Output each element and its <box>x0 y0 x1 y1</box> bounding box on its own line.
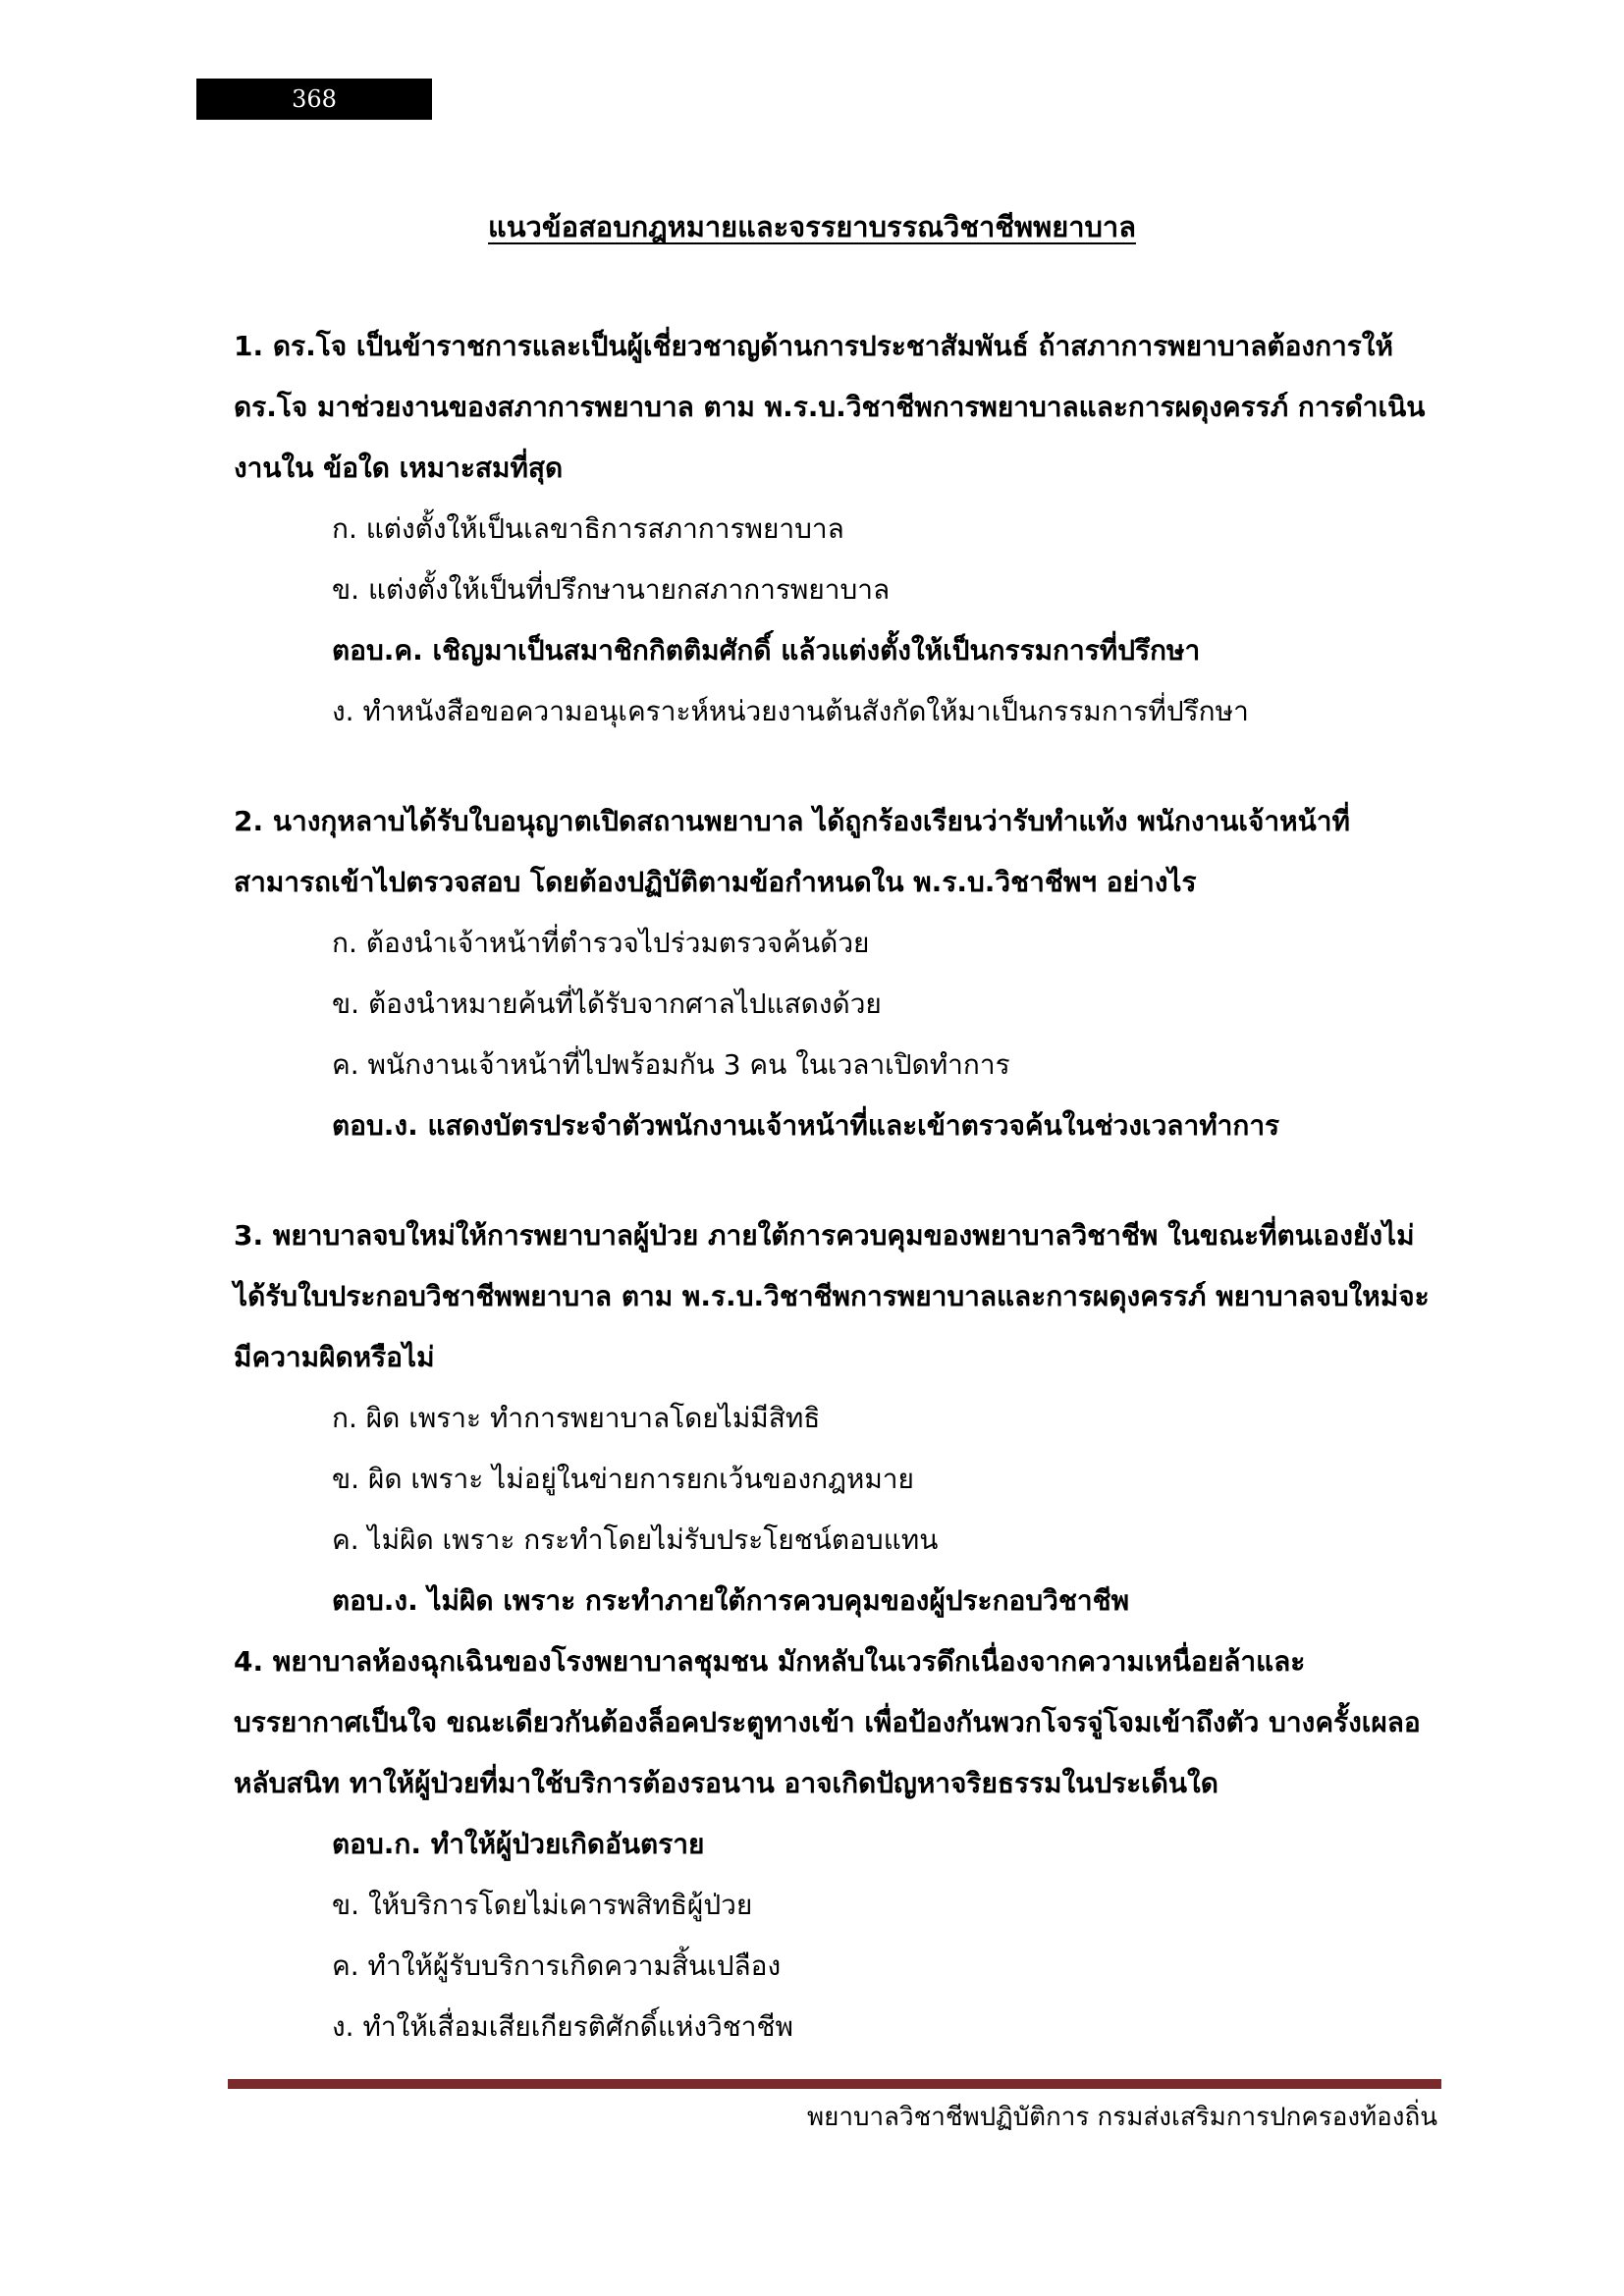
question-list <box>234 316 1432 2057</box>
question-text: 4. พยาบาลห้องฉุกเฉินของโรงพยาบาลชุมชน มักหลับในเวรดึกเนื่องจากความเหนื่อยล้าและบรรยากาศเป็นใจ ขณะเดียวกันต้องล็อคประตูทางเข้า เพื่อป้องกันพวกโจรจู่โจมเข้าถึงตัว บางครั้งเผลอหลับสนิท ทาให้ผู้ป่วยที่มาใช้บริการต้องรอนาน อาจเกิดปัญหาจริยธรรมในประเด็นใด <box>234 1645 1421 1799</box>
option: ก. ต้องนำเจ้าหน้าที่ตำรวจไปร่วมตรวจค้นด้วย <box>332 927 870 959</box>
option: ข. ต้องนำหมายค้นที่ได้รับจากศาลไปแสดงด้วย <box>332 988 882 1020</box>
option: ค. ไม่ผิด เพราะ กระทำโดยไม่รับประโยชน์ตอบแทน <box>332 1523 939 1556</box>
option: ค. พนักงานเจ้าหน้าที่ไปพร้อมกัน 3 คน ในเวลาเปิดทำการ <box>332 1048 1010 1081</box>
option: ข. แต่งตั้งให้เป็นที่ปรึกษานายกสภาการพยาบาล <box>332 573 891 606</box>
option: ก. แต่งตั้งให้เป็นเลขาธิการสภาการพยาบาล <box>332 512 844 545</box>
question-text: 2. นางกุหลาบได้รับใบอนุญาตเปิดสถานพยาบาล ได้ถูกร้องเรียนว่ารับทำแท้ง พนักงานเจ้าหน้าที่สามารถเข้าไปตรวจสอบ โดยต้องปฏิบัติตามข้อกำหนดใน พ.ร.บ.วิชาชีพฯ อย่างไร <box>234 805 1350 898</box>
document-title: แนวข้อสอบกฎหมายและจรรยาบรรณวิชาชีพพยาบาล <box>488 210 1136 243</box>
question-3 <box>234 1205 1432 1631</box>
option: ก. ผิด เพราะ ทำการพยาบาลโดยไม่มีสิทธิ <box>332 1402 821 1434</box>
footer-divider <box>228 2079 1441 2089</box>
answer-option: ตอบ.ค. เชิญมาเป็นสมาชิกกิตติมศักดิ์ แล้วแต่งตั้งให้เป็นกรรมการที่ปรึกษา <box>332 634 1201 667</box>
option: ง. ทำให้เสื่อมเสียเกียรติศักดิ์แห่งวิชาชีพ <box>332 2010 793 2043</box>
question-4 <box>234 1631 1432 2057</box>
question-1 <box>234 316 1432 742</box>
answer-option: ตอบ.ก. ทำให้ผู้ป่วยเกิดอันตราย <box>332 1828 705 1860</box>
question-text: 3. พยาบาลจบใหม่ให้การพยาบาลผู้ป่วย ภายใต้การควบคุมของพยาบาลวิชาชีพ ในขณะที่ตนเองยังไม่ได้รับใบประกอบวิชาชีพพยาบาล ตาม พ.ร.บ.วิชาชีพการพยาบาลและการผดุงครรภ์ พยาบาลจบใหม่จะมีความผิดหรือไม่ <box>234 1219 1430 1373</box>
footer-text: พยาบาลวิชาชีพปฏิบัติการ กรมส่งเสริมการปกครองท้องถิ่น <box>806 2103 1437 2132</box>
page-number: 368 <box>196 79 432 120</box>
option: ค. ทำให้ผู้รับบริการเกิดความสิ้นเปลือง <box>332 1949 782 1982</box>
answer-option: ตอบ.ง. ไม่ผิด เพราะ กระทำภายใต้การควบคุมของผู้ประกอบวิชาชีพ <box>332 1584 1130 1617</box>
question-text: 1. ดร.โจ เป็นข้าราชการและเป็นผู้เชี่ยวชาญด้านการประชาสัมพันธ์ ถ้าสภาการพยาบาลต้องการให้ ดร.โจ มาช่วยงานของสภาการพยาบาล ตาม พ.ร.บ.วิชาชีพการพยาบาลและการผดุงครรภ์ การดำเนินงานใน ข้อใด เหมาะสมที่สุด <box>234 330 1426 484</box>
option: ข. ให้บริการโดยไม่เคารพสิทธิผู้ป่วย <box>332 1889 753 1921</box>
option: ข. ผิด เพราะ ไม่อยู่ในข่ายการยกเว้นของกฎหมาย <box>332 1463 914 1495</box>
answer-option: ตอบ.ง. แสดงบัตรประจำตัวพนักงานเจ้าหน้าที่และเข้าตรวจค้นในช่วงเวลาทำการ <box>332 1109 1280 1142</box>
option: ง. ทำหนังสือขอความอนุเคราะห์หน่วยงานต้นสังกัดให้มาเป็นกรรมการที่ปรึกษา <box>332 695 1249 727</box>
question-2 <box>234 791 1432 1156</box>
